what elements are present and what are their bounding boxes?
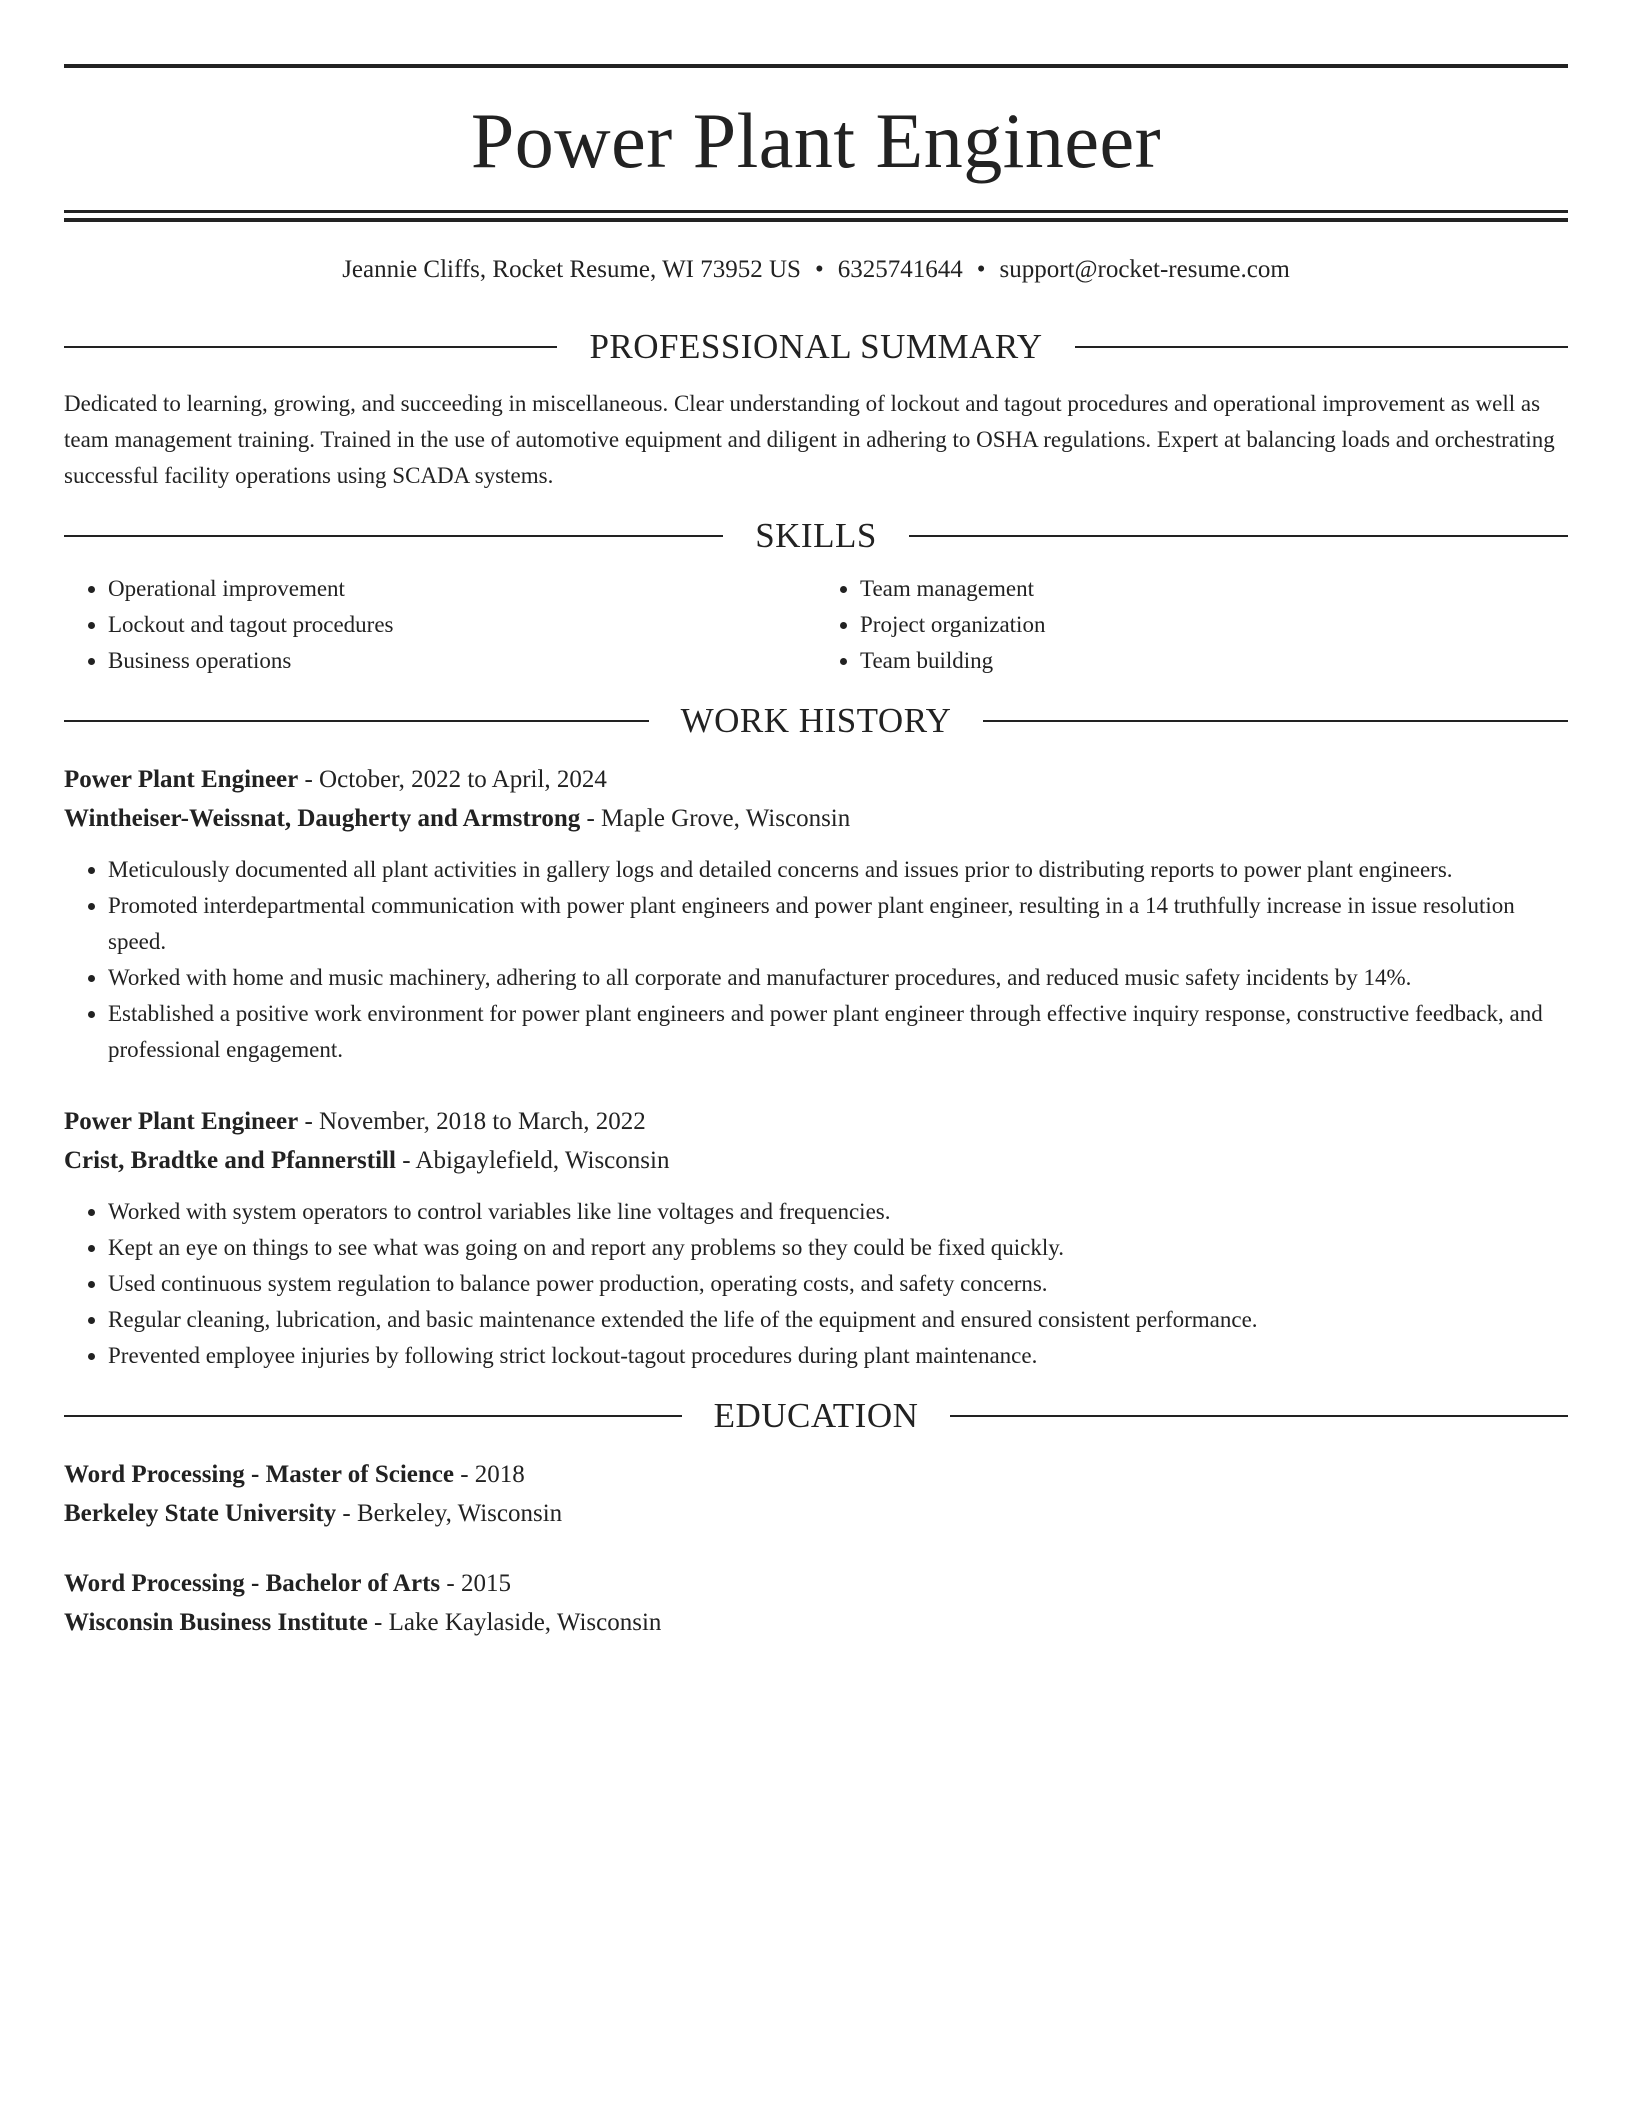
skill-item: • Team building — [860, 643, 1568, 679]
education-entry — [64, 1564, 1568, 1642]
contact-phone: 6325741644 — [837, 256, 963, 283]
skill-item: • Operational improvement — [108, 571, 816, 607]
skills-list — [64, 571, 1568, 679]
education-degree: Word Processing - Bachelor of Arts — [64, 1570, 441, 1597]
education-degree-line — [64, 1564, 1568, 1603]
job-company-line — [64, 799, 1568, 838]
education-entry — [64, 1455, 1568, 1533]
job-title: Power Plant Engineer — [64, 766, 299, 793]
skill-item: • Project organization — [860, 607, 1568, 643]
summary-heading: PROFESSIONAL SUMMARY — [589, 327, 1043, 366]
education-year: - 2015 — [440, 1570, 511, 1597]
job-bullets — [64, 852, 1568, 1068]
education-school-line — [64, 1603, 1568, 1642]
contact-line — [64, 255, 1568, 285]
education-degree-line — [64, 1455, 1568, 1494]
heading-rule — [909, 535, 1568, 537]
heading-rule — [64, 720, 649, 722]
job-bullet: • Established a positive work environment for power plant engineers and power plant engineer through effective inquiry response, constructive feedback, and professional engagement. — [108, 996, 1568, 1068]
contact-separator: • — [976, 256, 986, 283]
section-heading-work-history — [64, 703, 1568, 738]
job-entry — [64, 760, 1568, 1068]
summary-text: Dedicated to learning, growing, and succeeding in miscellaneous. Clear understanding of lockout and tagout procedures and operational improvement as well as team management training. Trained in the use of automotive equipment and diligent in adhering to OSHA regulations. Expert at balancing loads and orchestrating successful facility operations using SCADA systems. — [64, 391, 1555, 488]
job-bullet: • Regular cleaning, lubrication, and basic maintenance extended the life of the equipment and ensured consistent performance. — [108, 1302, 1568, 1338]
job-company-line — [64, 1141, 1568, 1180]
job-company: Crist, Bradtke and Pfannerstill — [64, 1147, 396, 1174]
heading-rule — [64, 346, 557, 348]
skill-item: • Business operations — [108, 643, 816, 679]
job-bullet: • Worked with home and music machinery, adhering to all corporate and manufacturer procedures, and reduced music safety incidents by 14%. — [108, 960, 1568, 996]
education-school: Berkeley State University — [64, 1500, 337, 1527]
section-heading-summary — [64, 329, 1568, 364]
education-location: - Berkeley, Wisconsin — [336, 1500, 563, 1527]
job-dates: - October, 2022 to April, 2024 — [298, 766, 607, 793]
title-double-rule — [64, 210, 1568, 222]
job-location: - Abigaylefield, Wisconsin — [395, 1147, 670, 1174]
job-title-line — [64, 1102, 1568, 1141]
job-bullet: • Promoted interdepartmental communication with power plant engineers and power plant engineer, resulting in a 14 truthfully increase in issue resolution speed. — [108, 888, 1568, 960]
education-year: - 2018 — [453, 1461, 525, 1488]
job-bullet: • Worked with system operators to control variables like line voltages and frequencies. — [108, 1194, 1568, 1230]
contact-address: Jeannie Cliffs, Rocket Resume, WI 73952 US — [342, 256, 801, 283]
heading-rule — [983, 720, 1568, 722]
skills-column-left — [64, 571, 816, 679]
heading-rule — [64, 1415, 682, 1417]
job-entry — [64, 1102, 1568, 1374]
job-bullets — [64, 1194, 1568, 1374]
skills-column-right — [816, 571, 1568, 679]
education-school: Wisconsin Business Institute — [64, 1609, 368, 1636]
section-heading-education — [64, 1398, 1568, 1433]
skill-item: • Lockout and tagout procedures — [108, 607, 816, 643]
job-bullet: • Kept an eye on things to see what was going on and report any problems so they could be fixed quickly. — [108, 1230, 1568, 1266]
heading-rule — [950, 1415, 1568, 1417]
job-location: - Maple Grove, Wisconsin — [580, 805, 851, 832]
heading-rule — [1075, 346, 1568, 348]
job-bullet: • Used continuous system regulation to balance power production, operating costs, and safety concerns. — [108, 1266, 1568, 1302]
section-heading-skills — [64, 518, 1568, 553]
education-degree: Word Processing - Master of Science — [64, 1461, 454, 1488]
heading-rule — [64, 535, 723, 537]
job-bullet: • Meticulously documented all plant activities in gallery logs and detailed concerns and issues prior to distributing reports to power plant engineers. — [108, 852, 1568, 888]
work-history-heading: WORK HISTORY — [680, 701, 952, 740]
job-title: Power Plant Engineer — [64, 1108, 299, 1135]
contact-separator: • — [814, 256, 824, 283]
job-title-line — [64, 760, 1568, 799]
job-bullet: • Prevented employee injuries by following strict lockout-tagout procedures during plant maintenance. — [108, 1338, 1568, 1374]
education-school-line — [64, 1494, 1568, 1533]
education-heading: EDUCATION — [713, 1396, 919, 1435]
skill-item: • Team management — [860, 571, 1568, 607]
skills-heading: SKILLS — [755, 516, 877, 555]
job-company: Wintheiser-Weissnat, Daugherty and Armstrong — [64, 805, 581, 832]
contact-email: support@rocket-resume.com — [999, 256, 1290, 283]
page-title: Power Plant Engineer — [470, 97, 1162, 184]
top-rule — [64, 64, 1568, 68]
education-location: - Lake Kaylaside, Wisconsin — [367, 1609, 662, 1636]
job-dates: - November, 2018 to March, 2022 — [298, 1108, 646, 1135]
